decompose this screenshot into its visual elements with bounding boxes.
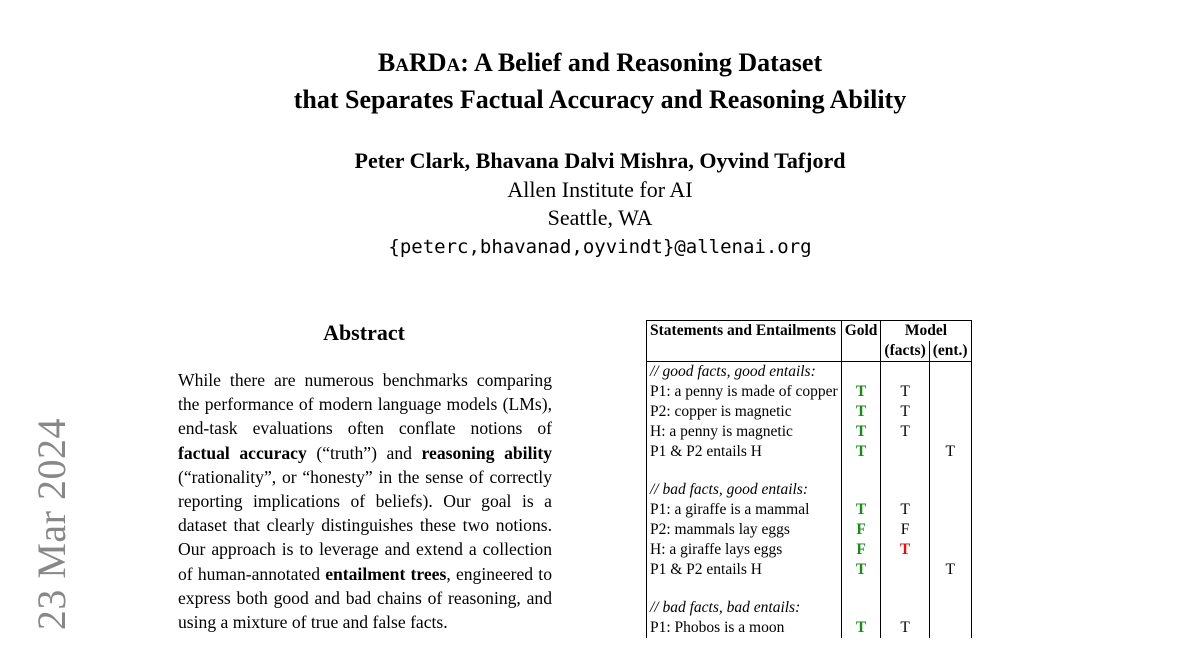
title-line-1-rest: : A Belief and Reasoning Dataset bbox=[460, 48, 823, 77]
abstract-text-4: , engineered to express both good and bad chains of reasoning, and using a mixture of true and false facts. bbox=[178, 563, 552, 633]
gold-cell: T bbox=[841, 442, 881, 462]
abstract-bold-reasoning-ability: reasoning ability bbox=[421, 442, 552, 463]
abstract-bold-entailment-trees: entailment trees bbox=[325, 563, 447, 584]
model-facts-cell: T bbox=[881, 540, 929, 560]
group-label-row bbox=[647, 598, 972, 618]
model-facts-cell: T bbox=[881, 422, 929, 442]
header-facts: (facts) bbox=[881, 341, 929, 362]
author-block bbox=[0, 146, 1200, 262]
model-ent-cell bbox=[929, 520, 971, 540]
statement-cell: P1 & P2 entails H bbox=[647, 560, 842, 580]
group-spacer bbox=[647, 462, 972, 480]
table-row bbox=[647, 500, 972, 520]
header-statements: Statements and Entailments bbox=[647, 321, 842, 362]
title-line-1 bbox=[0, 46, 1200, 83]
dataset-name-b: B bbox=[377, 48, 396, 77]
group-label: // bad facts, good entails: bbox=[647, 480, 842, 500]
statement-cell: P1: a giraffe is a mammal bbox=[647, 500, 842, 520]
statement-cell: P1: a penny is made of copper bbox=[647, 382, 842, 402]
table-row bbox=[647, 560, 972, 580]
gold-cell: F bbox=[841, 520, 881, 540]
header-gold: Gold bbox=[841, 321, 881, 362]
table-row bbox=[647, 520, 972, 540]
model-ent-cell bbox=[929, 500, 971, 520]
model-facts-cell: T bbox=[881, 618, 929, 638]
model-ent-cell bbox=[929, 618, 971, 638]
group-label: // good facts, good entails: bbox=[647, 362, 842, 383]
table-row bbox=[647, 540, 972, 560]
table-row bbox=[647, 382, 972, 402]
gold-cell: T bbox=[841, 560, 881, 580]
title-line-2: that Separates Factual Accuracy and Reasoning Ability bbox=[293, 85, 907, 114]
statement-cell: P2: mammals lay eggs bbox=[647, 520, 842, 540]
abstract-bold-factual-accuracy: factual accuracy bbox=[178, 442, 307, 463]
gold-cell: T bbox=[841, 500, 881, 520]
model-ent-cell bbox=[929, 382, 971, 402]
gold-cell: T bbox=[841, 402, 881, 422]
group-label: // bad facts, bad entails: bbox=[647, 598, 842, 618]
table-row bbox=[647, 618, 972, 638]
gold-cell: T bbox=[841, 422, 881, 442]
header-model: Model bbox=[881, 321, 971, 342]
model-facts-cell bbox=[881, 442, 929, 462]
gold-cell: F bbox=[841, 540, 881, 560]
statement-cell: H: a penny is magnetic bbox=[647, 422, 842, 442]
arxiv-date: 23 Mar 2024 bbox=[28, 417, 74, 630]
location: Seattle, WA bbox=[547, 205, 653, 230]
model-ent-cell: T bbox=[929, 560, 971, 580]
abstract-body bbox=[178, 368, 552, 634]
abstract-heading: Abstract bbox=[323, 320, 405, 345]
model-facts-cell: T bbox=[881, 402, 929, 422]
author-email: {peterc,bhavanad,oyvindt}@allenai.org bbox=[388, 236, 812, 258]
group-label-row bbox=[647, 362, 972, 383]
group-label-row bbox=[647, 480, 972, 500]
table-row bbox=[647, 402, 972, 422]
table-body bbox=[647, 362, 972, 639]
model-ent-cell bbox=[929, 422, 971, 442]
table-row bbox=[647, 422, 972, 442]
model-facts-cell: F bbox=[881, 520, 929, 540]
statement-cell: P1: Phobos is a moon bbox=[647, 618, 842, 638]
beliefs-table bbox=[646, 320, 972, 638]
model-facts-cell: T bbox=[881, 382, 929, 402]
gold-cell: T bbox=[841, 382, 881, 402]
group-spacer bbox=[647, 580, 972, 598]
abstract-text-2: (“truth”) and bbox=[306, 442, 422, 463]
author-names: Peter Clark, Bhavana Dalvi Mishra, Oyvind Tafjord bbox=[354, 148, 846, 173]
statement-cell: P2: copper is magnetic bbox=[647, 402, 842, 422]
header-ent: (ent.) bbox=[929, 341, 971, 362]
abstract-text-1: While there are numerous benchmarks comparing the performance of modern language models (LMs), end-task evaluations often conflate notions of bbox=[178, 370, 552, 439]
model-ent-cell bbox=[929, 540, 971, 560]
model-ent-cell: T bbox=[929, 442, 971, 462]
statement-cell: P1 & P2 entails H bbox=[647, 442, 842, 462]
model-facts-cell: T bbox=[881, 500, 929, 520]
model-facts-cell bbox=[881, 560, 929, 580]
institution: Allen Institute for AI bbox=[507, 177, 693, 202]
paper-title bbox=[0, 46, 1200, 117]
statement-cell: H: a giraffe lays eggs bbox=[647, 540, 842, 560]
table-row bbox=[647, 442, 972, 462]
abstract-text-3: (“rationality”, or “honesty” in the sense of correctly reporting implications of beliefs). Our goal is a dataset that clearly distinguishes these two notions. Our approach is to leverage and extend a collection of human-annotated bbox=[178, 466, 552, 584]
arxiv-side-stamp bbox=[24, 410, 78, 630]
dataset-name-a1: A bbox=[395, 55, 409, 76]
dataset-name-rd: RD bbox=[408, 48, 447, 77]
gold-cell: T bbox=[841, 618, 881, 638]
model-ent-cell bbox=[929, 402, 971, 422]
dataset-name-a2: A bbox=[446, 55, 461, 76]
